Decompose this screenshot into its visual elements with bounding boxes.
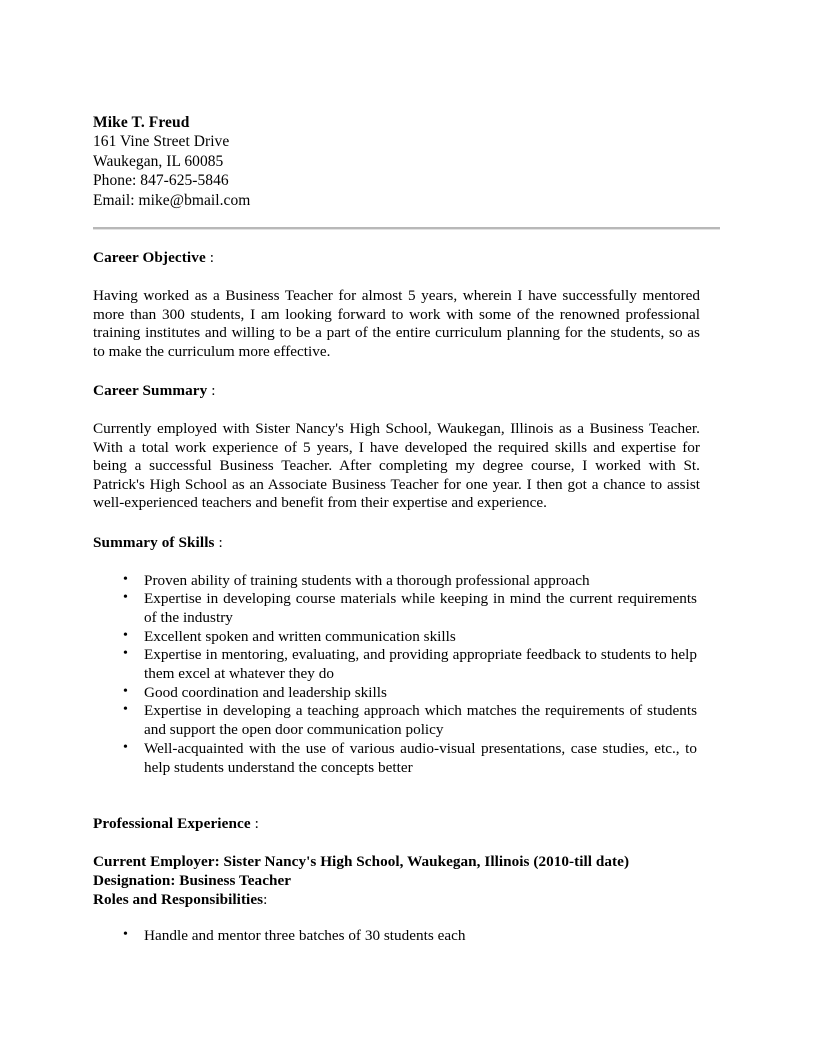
career-summary-body: Currently employed with Sister Nancy's High School, Waukegan, Illinois as a Business Teacher. With a total work experience of 5 years, I have developed the required skills and expertise for being a successful Business Teacher. After completing my degree course, I worked with St. Patrick's High School as an Associate Business Teacher for one year. I then got a chance to assist well-experienced teachers and benefit from their expertise and experience. bbox=[93, 420, 700, 512]
spacer-below-divider bbox=[93, 233, 700, 249]
list-item: • Well-acquainted with the use of various audio-visual presentations, case studies, etc., to help students understand the concepts better bbox=[93, 740, 697, 777]
career-summary-heading bbox=[93, 382, 700, 400]
list-item: • Expertise in mentoring, evaluating, and providing appropriate feedback to students to help them excel at whatever they do bbox=[93, 646, 697, 683]
roles-responsibilities-list bbox=[93, 927, 697, 946]
spacer-before-experience bbox=[93, 777, 700, 798]
spacer-roles-list bbox=[93, 909, 700, 927]
career-objective-heading-colon: : bbox=[205, 249, 215, 267]
professional-experience-heading bbox=[93, 815, 700, 833]
spacer-before-career-summary bbox=[93, 361, 700, 382]
spacer-after-header bbox=[93, 210, 700, 233]
roles-responsibilities-heading-text: Roles and Responsibilities bbox=[93, 890, 264, 908]
spacer-skills-list bbox=[93, 552, 700, 572]
professional-experience-heading-colon: : bbox=[250, 815, 259, 833]
summary-of-skills-heading-text: Summary of Skills bbox=[93, 533, 215, 551]
career-objective-heading bbox=[93, 249, 700, 267]
career-summary-heading-colon: : bbox=[207, 382, 216, 400]
summary-of-skills-heading bbox=[93, 534, 700, 552]
address-line-1: 161 Vine Street Drive bbox=[93, 133, 230, 151]
spacer-experience-body bbox=[93, 833, 700, 853]
career-summary-heading-text: Career Summary bbox=[93, 382, 208, 400]
resume-content bbox=[93, 113, 700, 946]
summary-of-skills-list bbox=[93, 572, 697, 778]
professional-experience-heading-text: Professional Experience bbox=[93, 815, 251, 833]
summary-of-skills-heading-colon: : bbox=[214, 533, 223, 551]
list-item: • Handle and mentor three batches of 30 students each bbox=[93, 927, 697, 946]
list-item: • Excellent spoken and written communication skills bbox=[93, 628, 697, 647]
career-objective-heading-text: Career Objective bbox=[93, 249, 206, 267]
roles-responsibilities-heading-colon: : bbox=[263, 890, 268, 908]
spacer-before-experience-2 bbox=[93, 798, 700, 815]
spacer-before-skills bbox=[93, 513, 700, 534]
spacer-career-objective bbox=[93, 267, 700, 287]
list-item: • Expertise in developing a teaching approach which matches the requirements of students and support the open door communication policy bbox=[93, 702, 697, 739]
contact-header bbox=[93, 113, 700, 210]
candidate-name: Mike T. Freud bbox=[93, 114, 190, 131]
phone-line: Phone: 847-625-5846 bbox=[93, 172, 229, 190]
address-line-2: Waukegan, IL 60085 bbox=[93, 152, 224, 170]
roles-responsibilities-heading bbox=[93, 891, 700, 910]
career-objective-body: Having worked as a Business Teacher for almost 5 years, wherein I have successfully mentored more than 300 students, I am looking forward to work with some of the renowned professional training institutes and willing to be a part of the entire curriculum planning for the students, so as to make the curriculum more effective. bbox=[93, 287, 700, 360]
email-line: Email: mike@bmail.com bbox=[93, 191, 251, 209]
list-item: • Expertise in developing course materials while keeping in mind the current requirements of the industry bbox=[93, 590, 697, 627]
list-item: • Proven ability of training students with a thorough professional approach bbox=[93, 572, 697, 591]
spacer-career-summary bbox=[93, 400, 700, 420]
list-item: • Good coordination and leadership skills bbox=[93, 684, 697, 703]
designation-line: Designation: Business Teacher bbox=[93, 871, 292, 889]
current-employer-line: Current Employer: Sister Nancy's High School, Waukegan, Illinois (2010-till date) bbox=[93, 853, 630, 871]
